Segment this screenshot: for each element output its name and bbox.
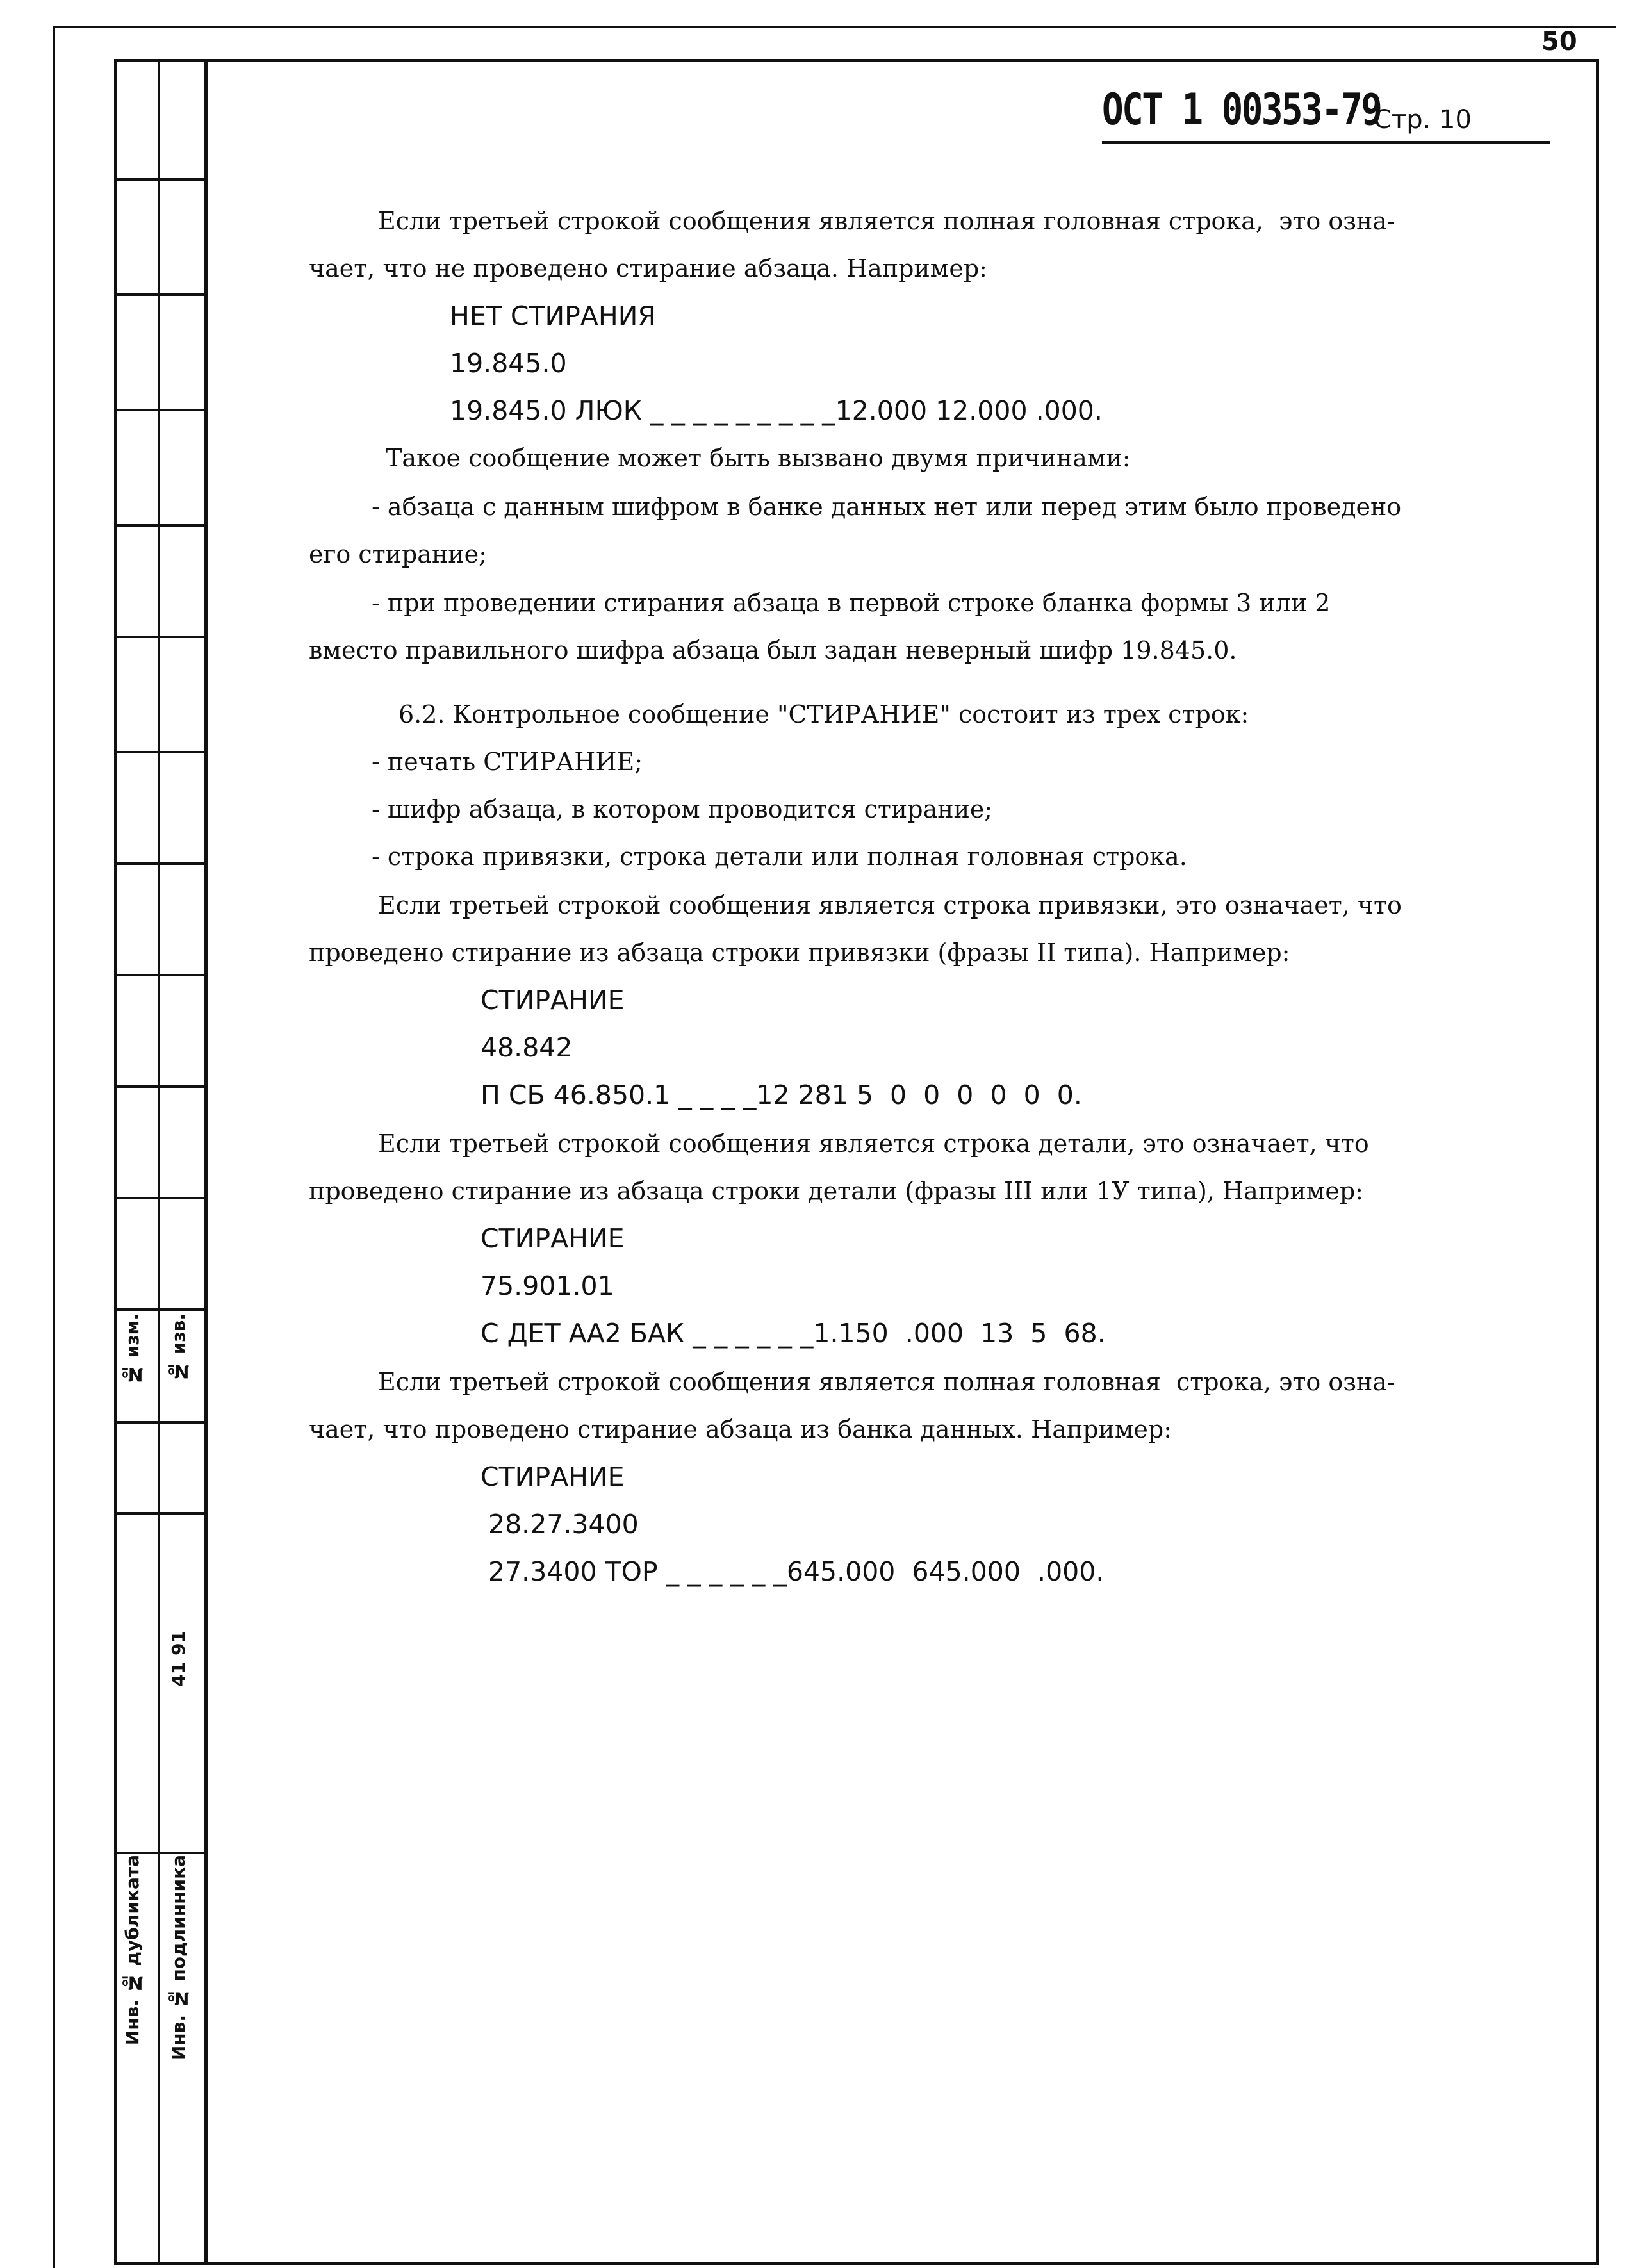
margin-grid-line bbox=[114, 1421, 208, 1424]
example-line: 75.901.01 bbox=[481, 1270, 614, 1301]
text-line: - при проведении стирания абзаца в первой строке бланка формы 3 или 2 bbox=[372, 589, 1331, 617]
text-line: его стирание; bbox=[309, 540, 487, 568]
example-line: 28.27.3400 bbox=[488, 1509, 639, 1540]
text-line: - строка привязки, строка детали или полная головная строка. bbox=[372, 842, 1187, 871]
margin-grid-line bbox=[114, 409, 208, 411]
text-line: проведено стирание из абзаца строки привязки (фразы II типа). Например: bbox=[309, 939, 1290, 967]
example-line: С ДЕТ АА2 БАК _ _ _ _ _ _1.150 .000 13 5 68. bbox=[481, 1318, 1106, 1349]
example-line: 19.845.0 ЛЮК _ _ _ _ _ _ _ _ _12.000 12.000 .000. bbox=[450, 395, 1103, 426]
document-frame bbox=[114, 59, 1599, 2265]
text-line: 6.2. Контрольное сообщение "СТИРАНИЕ" состоит из трех строк: bbox=[398, 700, 1249, 728]
text-line: - абзаца с данным шифром в банке данных нет или перед этим было проведено bbox=[372, 493, 1402, 521]
example-line: П СБ 46.850.1 _ _ _ _12 281 5 0 0 0 0 0 0. bbox=[481, 1080, 1082, 1110]
margin-grid-line bbox=[114, 1085, 208, 1088]
example-line: СТИРАНИЕ bbox=[481, 1461, 625, 1492]
text-line: Если третьей строкой сообщения является строка детали, это означает, что bbox=[378, 1130, 1369, 1158]
inventory-number: 41 91 bbox=[168, 1631, 189, 1687]
text-line: чает, что проведено стирание абзаца из банка данных. Например: bbox=[309, 1415, 1172, 1443]
text-line: вместо правильного шифра абзаца был задан неверный шифр 19.845.0. bbox=[309, 636, 1237, 664]
notice-number-label: № изв. bbox=[168, 1313, 189, 1382]
example-line: 48.842 bbox=[481, 1032, 573, 1063]
document-code: ОСТ 1 00353-79 bbox=[1102, 85, 1381, 135]
margin-grid-line bbox=[114, 1512, 208, 1515]
text-line: Если третьей строкой сообщения является строка привязки, это означает, что bbox=[378, 891, 1402, 919]
margin-grid-line bbox=[114, 1852, 208, 1854]
margin-grid-line bbox=[114, 293, 208, 296]
text-line: - печать СТИРАНИЕ; bbox=[372, 748, 643, 776]
original-inventory-label: Инв. № подлинника bbox=[168, 1855, 189, 2061]
margin-grid-line bbox=[114, 636, 208, 638]
text-line: - шифр абзаца, в котором проводится стирание; bbox=[372, 795, 993, 823]
margin-grid-line bbox=[114, 178, 208, 181]
margin-grid-line bbox=[114, 751, 208, 753]
sheet-number: 50 bbox=[1541, 27, 1577, 56]
duplicate-inventory-label: Инв. № дубликата bbox=[122, 1855, 143, 2046]
example-line: 27.3400 ТОР _ _ _ _ _ _645.000 645.000 .000. bbox=[488, 1556, 1105, 1587]
text-line: чает, что не проведено стирание абзаца. Например: bbox=[309, 254, 987, 283]
example-line: СТИРАНИЕ bbox=[481, 1223, 625, 1254]
example-line: 19.845.0 bbox=[450, 348, 567, 379]
margin-grid-line bbox=[114, 1197, 208, 1199]
text-line: Если третьей строкой сообщения является полная головная строка, это озна- bbox=[378, 1368, 1395, 1396]
margin-grid-line bbox=[114, 1308, 208, 1311]
document-header bbox=[1102, 77, 1550, 144]
example-line: СТИРАНИЕ bbox=[481, 985, 625, 1015]
change-number-label: № изм. bbox=[122, 1313, 143, 1386]
margin-column-divider bbox=[158, 59, 160, 2265]
text-line: Если третьей строкой сообщения является полная головная строка, это озна- bbox=[378, 207, 1395, 235]
margin-grid-line bbox=[114, 524, 208, 527]
example-line: НЕТ СТИРАНИЯ bbox=[450, 300, 656, 331]
page-label: Стр. 10 bbox=[1374, 105, 1472, 135]
text-line: проведено стирание из абзаца строки детали (фразы III или 1У типа), Например: bbox=[309, 1177, 1363, 1205]
margin-grid-line bbox=[114, 974, 208, 976]
text-line: Такое сообщение может быть вызвано двумя причинами: bbox=[386, 444, 1131, 472]
margin-grid-line bbox=[114, 862, 208, 865]
